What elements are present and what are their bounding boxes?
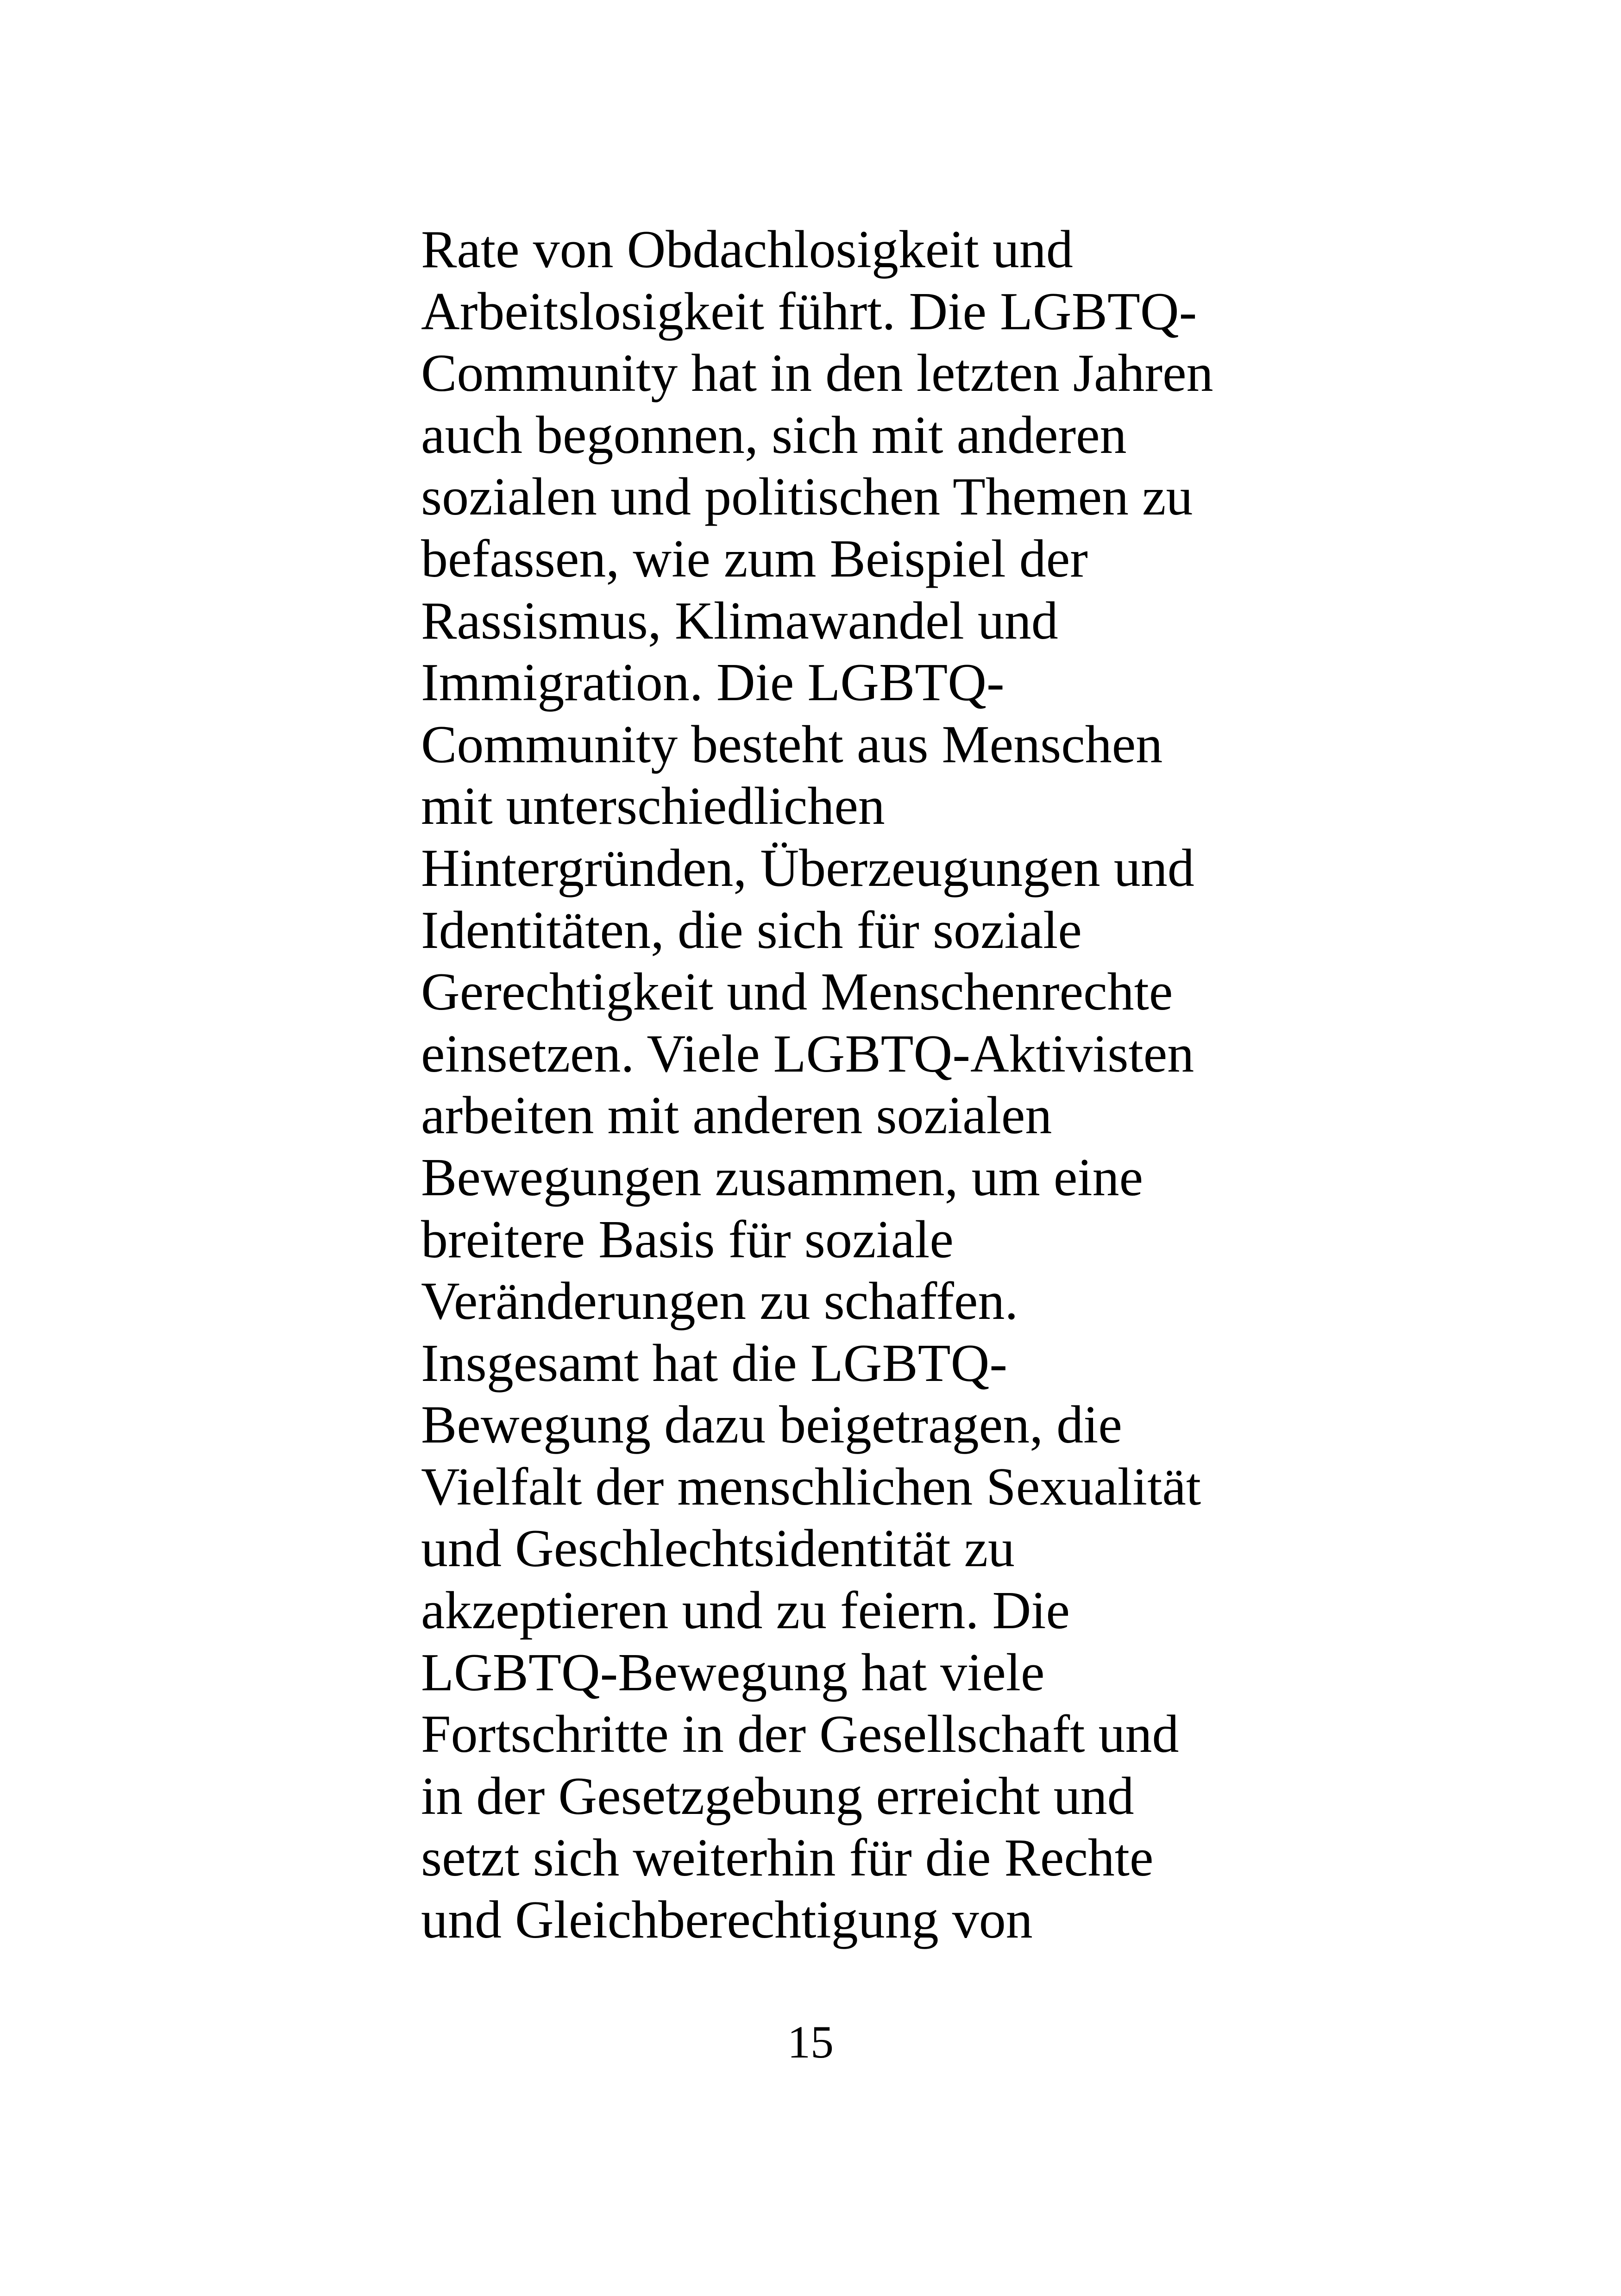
text-line: befassen, wie zum Beispiel der: [421, 529, 1088, 589]
text-line: Immigration. Die LGBTQ-: [421, 653, 1005, 713]
text-line: Hintergründen, Überzeugungen und: [421, 838, 1194, 898]
text-line: arbeiten mit anderen sozialen: [421, 1086, 1052, 1146]
text-line: Gerechtigkeit und Menschenrechte: [421, 962, 1173, 1022]
text-line: Community hat in den letzten Jahren: [421, 344, 1213, 403]
text-line: Community besteht aus Menschen: [421, 715, 1163, 774]
text-line: Arbeitslosigkeit führt. Die LGBTQ-: [421, 282, 1197, 341]
text-line: auch begonnen, sich mit anderen: [421, 405, 1127, 465]
text-line: sozialen und politischen Themen zu: [421, 467, 1193, 527]
text-line: setzt sich weiterhin für die Rechte: [421, 1828, 1154, 1888]
text-line: Rate von Obdachlosigkeit und: [421, 220, 1073, 279]
text-line: und Gleichberechtigung von: [421, 1890, 1033, 1950]
text-line: und Geschlechtsidentität zu: [421, 1519, 1015, 1579]
text-line: breitere Basis für soziale: [421, 1210, 954, 1269]
text-line: Veränderungen zu schaffen.: [421, 1272, 1018, 1331]
text-line: einsetzen. Viele LGBTQ-Aktivisten: [421, 1024, 1194, 1084]
text-line: in der Gesetzgebung erreicht und: [421, 1766, 1134, 1826]
text-line: Bewegungen zusammen, um eine: [421, 1148, 1143, 1207]
text-line: Identitäten, die sich für soziale: [421, 900, 1082, 960]
page-number: 15: [787, 2016, 834, 2068]
text-line: Insgesamt hat die LGBTQ-: [421, 1333, 1008, 1393]
body-text: [421, 219, 1301, 1951]
text-line: LGBTQ-Bewegung hat viele: [421, 1643, 1045, 1702]
text-line: Fortschritte in der Gesellschaft und: [421, 1705, 1179, 1764]
text-line: Rassismus, Klimawandel und: [421, 591, 1058, 651]
text-line: akzeptieren und zu feiern. Die: [421, 1581, 1070, 1641]
text-line: mit unterschiedlichen: [421, 777, 885, 836]
text-line: Bewegung dazu beigetragen, die: [421, 1395, 1122, 1455]
text-line: Vielfalt der menschlichen Sexualität: [421, 1457, 1201, 1517]
